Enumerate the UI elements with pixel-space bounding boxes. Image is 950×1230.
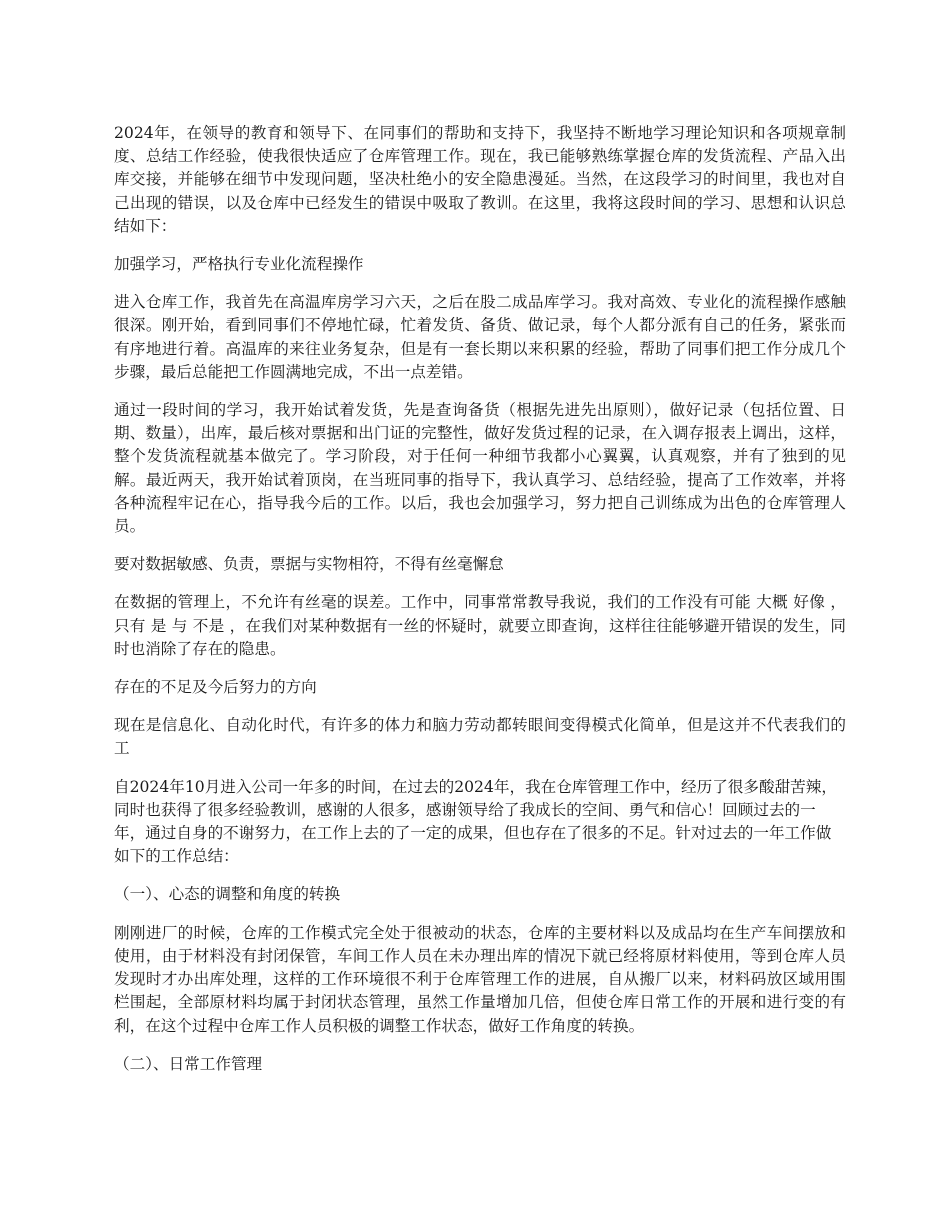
section-heading-learning: 加强学习，严格执行专业化流程操作	[114, 255, 364, 274]
document-body	[114, 122, 846, 1091]
learning-paragraph-1: 进入仓库工作，我首先在高温库房学习六天，之后在股二成品库学习。我对高效、专业化的流程操作感触很深。刚开始，看到同事们不停地忙碌，忙着发货、备货、做记录，每个人都分派有自己的任务，紧张而有序地进行着。高温库的来往业务复杂，但是有一套长期以来积累的经验，帮助了同事们把工作分成几个步骤，最后总能把工作圆满地完成，不出一点差错。	[114, 293, 846, 381]
learning-paragraph-2: 通过一段时间的学习，我开始试着发货，先是查询备货（根据先进先出原则），做好记录（包括位置、日期、数量），出库，最后核对票据和出门证的完整性，做好发货过程的记录，在入调存报表上调出，这样，整个发货流程就基本做完了。学习阶段，对于任何一种细节我都小心翼翼，认真观察，并有了独到的见解。最近两天，我开始试着顶岗，在当班同事的指导下，我认真学习、总结经验，提高了工作效率，并将各种流程牢记在心，指导我今后的工作。以后，我也会加强学习，努力把自己训练成为出色的仓库管理人员。	[114, 401, 846, 536]
section-heading-data: 要对数据敏感、负责，票据与实物相符，不得有丝毫懈怠	[114, 555, 504, 574]
subheading-daily-management: （二）、日常工作管理	[114, 1054, 263, 1073]
subheading-mindset: （一）、心态的调整和角度的转换	[114, 885, 341, 904]
data-paragraph: 在数据的管理上，不允许有丝毫的误差。工作中，同事常常教导我说，我们的工作没有可能 大概 好像 ，只有 是 与 不是 ，在我们对某种数据有一丝的怀疑时，就要立即查询，这样往往能够避开错误的发生，同时也消除了存在的隐患。	[114, 593, 846, 658]
section-heading-shortcomings: 存在的不足及今后努力的方向	[114, 678, 317, 697]
annual-summary-paragraph: 自2024年10月进入公司一年多的时间，在过去的2024年，我在仓库管理工作中，经历了很多酸甜苦辣，同时也获得了很多经验教训，感谢的人很多，感谢领导给了我成长的空间、勇气和信心！回顾过去的一年，通过自身的不谢努力，在工作上去的了一定的成果，但也存在了很多的不足。针对过去的一年工作做如下的工作总结：	[114, 777, 837, 866]
shortcomings-paragraph: 现在是信息化、自动化时代，有许多的体力和脑力劳动都转眼间变得模式化简单，但是这并不代表我们的工	[114, 716, 846, 758]
mindset-paragraph: 刚刚进厂的时候，仓库的工作模式完全处于很被动的状态，仓库的主要材料以及成品均在生产车间摆放和使用，由于材料没有封闭保管，车间工作人员在未办理出库的情况下就已经将原材料使用，等到仓库人员发现时才办出库处理，这样的工作环境很不利于仓库管理工作的进展，自从搬厂以来，材料码放区域用围栏围起，全部原材料均属于封闭状态管理，虽然工作量增加几倍，但使仓库日常工作的开展和进行变的有利，在这个过程中仓库工作人员积极的调整工作状态，做好工作角度的转换。	[114, 923, 846, 1035]
intro-paragraph: 2024年，在领导的教育和领导下、在同事们的帮助和支持下，我坚持不断地学习理论知识和各项规章制度、总结工作经验，使我很快适应了仓库管理工作。现在，我已能够熟练掌握仓库的发货流程、产品入出库交接，并能够在细节中发现问题，坚决杜绝小的安全隐患漫延。当然，在这段学习的时间里，我也对自己出现的错误，以及仓库中已经发生的错误中吸取了教训。在这里，我将这段时间的学习、思想和认识总结如下：	[114, 124, 846, 235]
